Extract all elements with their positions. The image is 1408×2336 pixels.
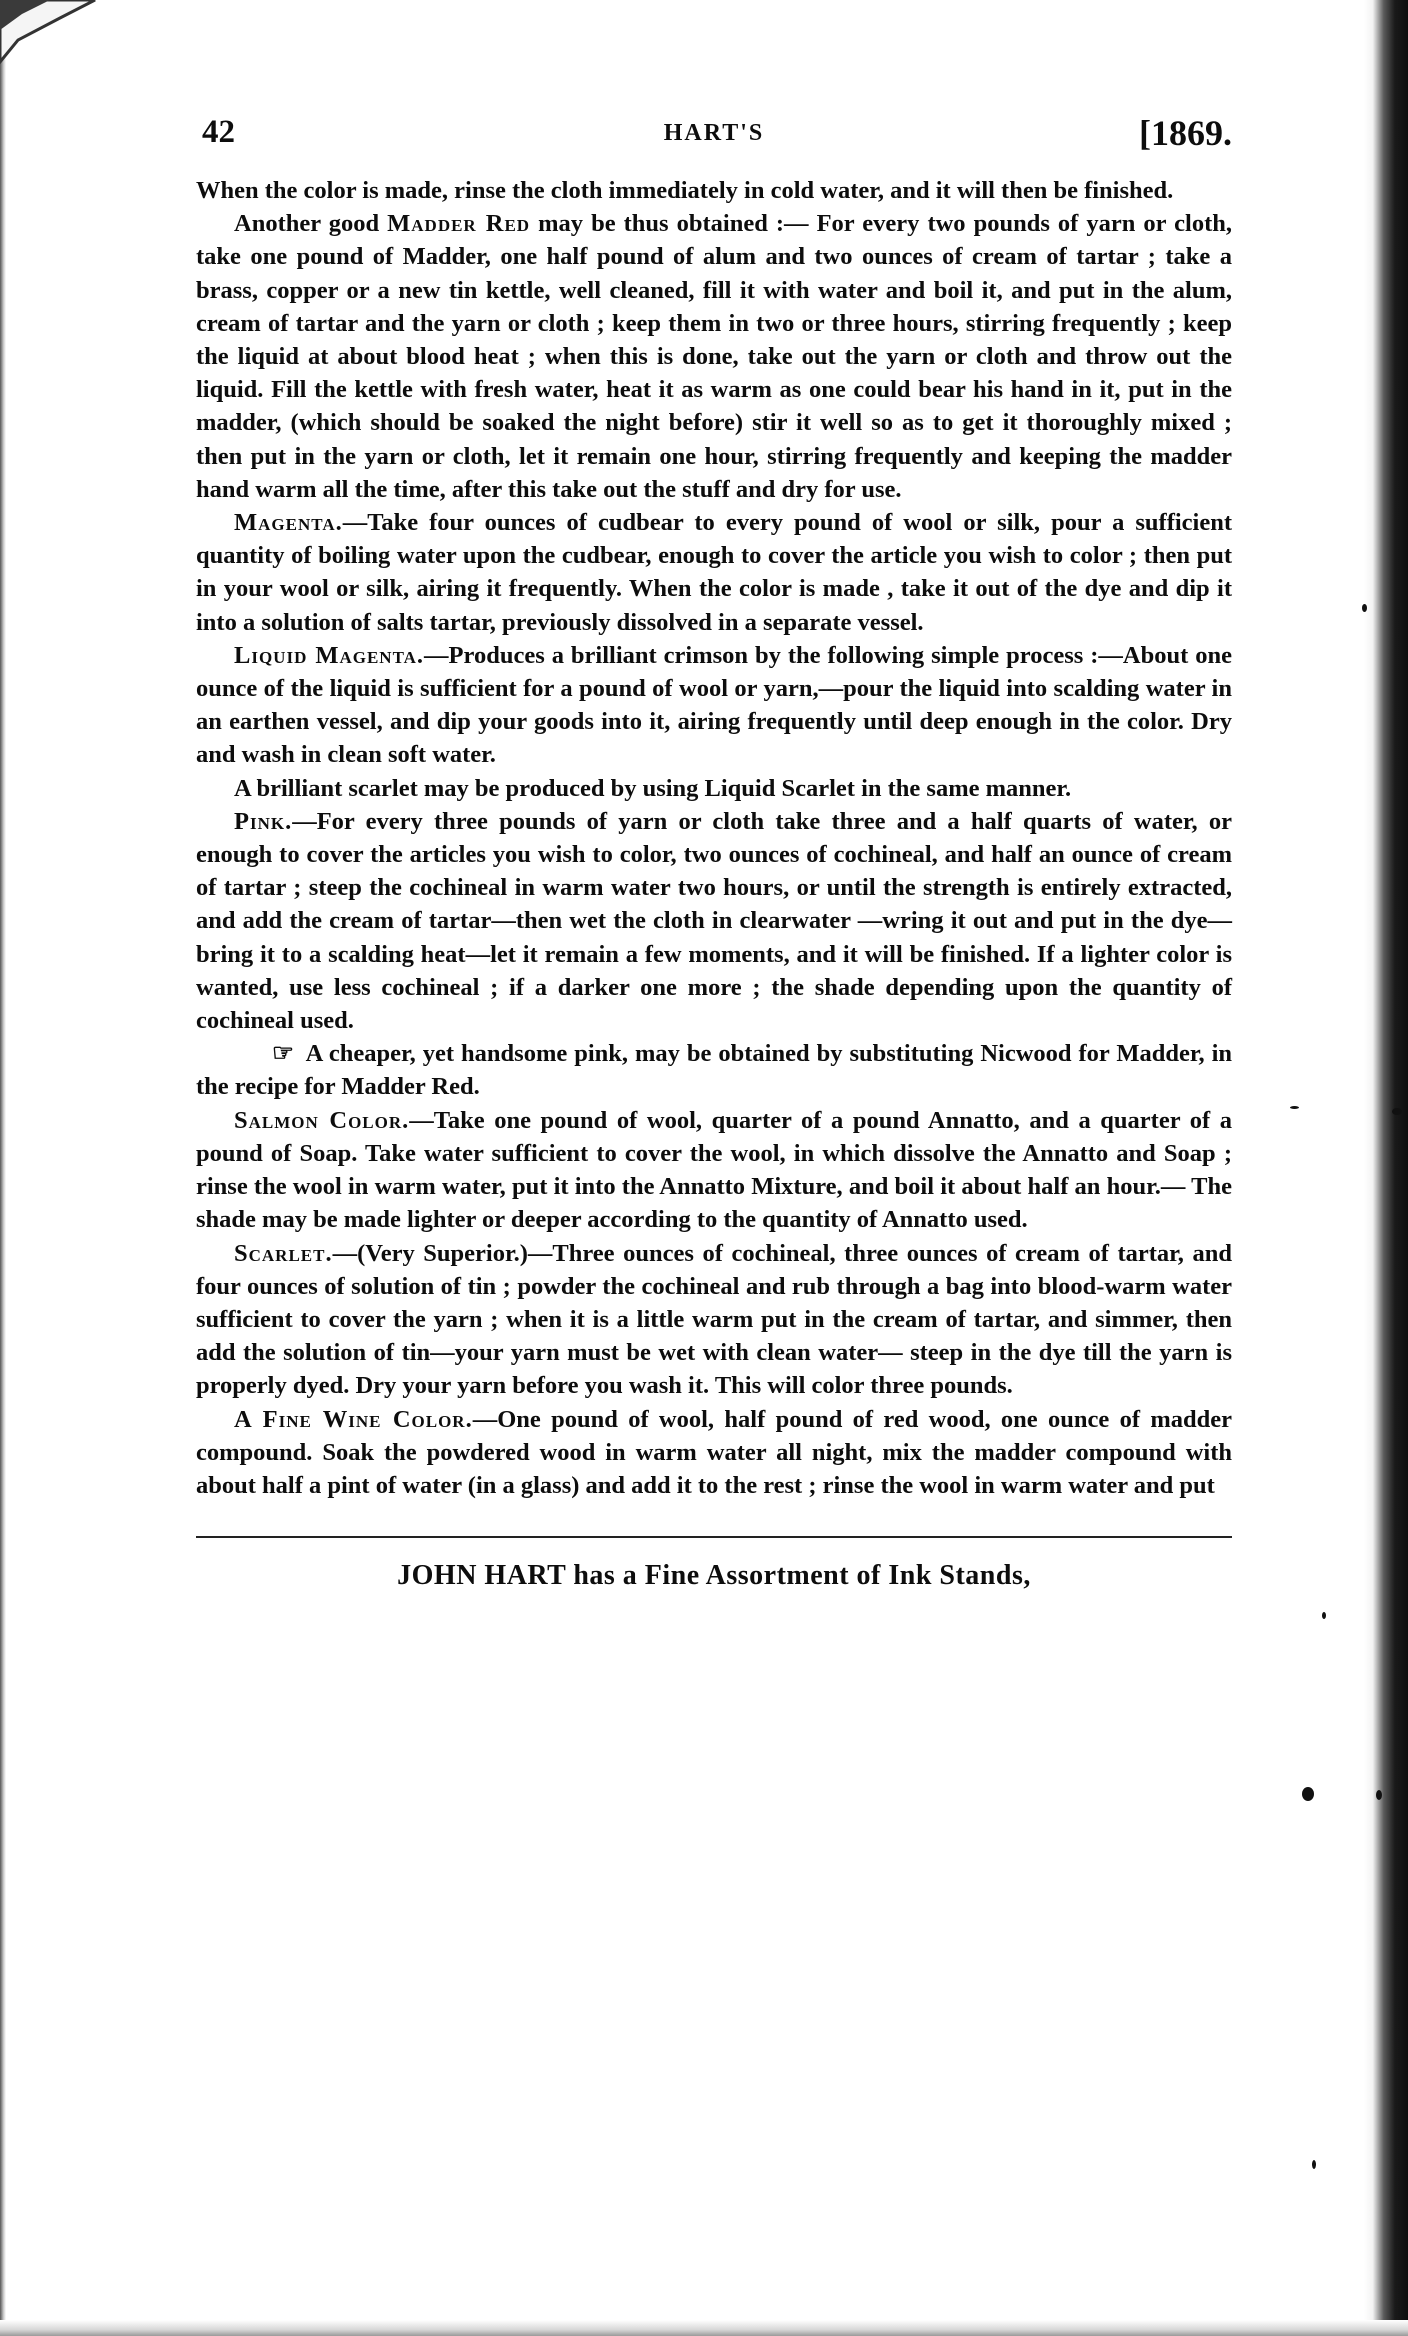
ink-speck bbox=[1322, 1612, 1326, 1619]
page-number: 42 bbox=[202, 114, 235, 150]
running-title: HART'S bbox=[663, 120, 765, 146]
folded-corner-mark bbox=[0, 0, 120, 70]
paragraph-text: —One pound of wool, half pound of red wood, one ounce of madder compound. Soak the powdered wood in warm water all night, mix the madder compound with about half a pint of water (in a glass) and add it to the rest ; rinse the wool in warm water and put bbox=[196, 1405, 1232, 1499]
paragraph-wine-color bbox=[196, 1403, 1232, 1503]
recipe-heading: Madder Red bbox=[387, 210, 531, 238]
ink-speck bbox=[1302, 1787, 1314, 1801]
paragraph-text: —Take four ounces of cudbear to every pound of wool or silk, pour a sufficient quantity of boiling water upon the cudbear, enough to cover the article you wish to color ; then put in your wool or silk, airing it frequently. When the color is made , take it out of the dye and dip it into a solution of salts tartar, previously dissolved in a separate vessel. bbox=[196, 509, 1232, 636]
ink-speck bbox=[1312, 2160, 1316, 2169]
ink-speck bbox=[1376, 1790, 1382, 1800]
recipe-heading: Magenta. bbox=[234, 509, 343, 537]
paragraph-cheaper-pink bbox=[196, 1037, 1232, 1103]
paragraph-pink bbox=[196, 805, 1232, 1037]
recipe-heading: Liquid Magenta. bbox=[234, 641, 425, 669]
scan-bottom-edge bbox=[0, 2320, 1408, 2336]
ink-speck bbox=[1362, 604, 1367, 612]
header-year: [1869. bbox=[1139, 113, 1232, 153]
footer-advertisement: JOHN HART has a Fine Assortment of Ink Stands, bbox=[397, 1560, 1031, 1592]
paragraph-text: —For every three pounds of yarn or cloth take three and a half quarts of water, or enough to cover the articles you wish to color, two ounces of cochineal, and half an ounce of cream of tartar ; steep the cochineal in warm water two hours, or until the strength is entirely extracted, and add the cream of tartar—then wet the cloth in clearwater —wring it out and put in the dye—bring it to a scalding heat—let it remain a few moments, and it will be finished. If a lighter color is wanted, use less cochineal ; if a darker one more ; the shade depending upon the quantity of cochineal used. bbox=[196, 807, 1232, 1035]
paragraph-text: A brilliant scarlet may be produced by using Liquid Scarlet in the same manner. bbox=[234, 774, 1072, 802]
paragraph-text: —(Very Superior.)—Three ounces of cochineal, three ounces of cream of tartar, and four ounces of solution of tin ; powder the cochineal and rub through a bag into blood-warm water sufficient to cover the yarn ; when it is a little warm put in the cream of tartar, and simmer, then add the solution of tin—your yarn must be wet with clean water— steep in the dye till the yarn is properly dyed. Dry your yarn before you wash it. This will color three pounds. bbox=[196, 1239, 1232, 1400]
recipe-heading: A Fine Wine Color. bbox=[234, 1405, 473, 1433]
scan-left-edge bbox=[0, 40, 6, 2336]
paragraph-text: —Take one pound of wool, quarter of a pound Annatto, and a quarter of a pound of Soap. Take water sufficient to cover the wool, in which dissolve the Annatto and Soap ; rinse the wool in warm water, put it into the Annatto Mixture, and boil it about half an hour.— The shade may be made lighter or deeper according to the quantity of Annatto used. bbox=[196, 1106, 1232, 1234]
book-page bbox=[196, 110, 1232, 1592]
recipe-text bbox=[196, 174, 1232, 1502]
paragraph-scarlet-note bbox=[196, 772, 1232, 805]
paragraph-salmon-color bbox=[196, 1104, 1232, 1237]
recipe-heading: Salmon Color. bbox=[234, 1106, 410, 1134]
paragraph-text: When the color is made, rinse the cloth immediately in cold water, and it will then be finished. bbox=[196, 177, 1174, 204]
recipe-heading: Scarlet. bbox=[234, 1239, 333, 1267]
paragraph-lead: Another good bbox=[234, 210, 388, 238]
paragraph-madder-red bbox=[196, 207, 1232, 506]
paragraph-text: —Produces a brilliant crimson by the following simple process :—About one ounce of the liquid is sufficient for a pound of wool or yarn,—pour the liquid into scalding water in an earthen vessel, and dip your goods into it, airing frequently until deep enough in the color. Dry and wash in clean soft water. bbox=[196, 641, 1232, 769]
ink-speck bbox=[1392, 1108, 1402, 1115]
paragraph-liquid-magenta bbox=[196, 639, 1232, 772]
paragraph-text: A cheaper, yet handsome pink, may be obtained by substituting Nicwood for Madder, in the recipe for Madder Red. bbox=[196, 1040, 1232, 1101]
footer-divider bbox=[196, 1536, 1232, 1538]
paragraph-scarlet bbox=[196, 1237, 1232, 1403]
recipe-heading: Pink. bbox=[234, 807, 293, 835]
running-header bbox=[196, 110, 1232, 166]
paragraph-magenta bbox=[196, 506, 1232, 639]
ink-speck bbox=[1290, 1106, 1299, 1109]
paragraph-madder-continued bbox=[196, 174, 1232, 207]
scan-right-edge bbox=[1364, 0, 1408, 2336]
pointing-hand-icon: ☞ bbox=[272, 1040, 294, 1068]
paragraph-text: may be thus obtained :— For every two pounds of yarn or cloth, take one pound of Madder, one half pound of alum and two ounces of cream of tartar ; take a brass, copper or a new tin kettle, well cleaned, fill it with water and boil it, and put in the alum, cream of tartar and the yarn or cloth ; keep them in two or three hours, stirring frequently ; keep the liquid at about blood heat ; when this is done, take out the yarn or cloth and throw out the liquid. Fill the kettle with fresh water, heat it as warm as one could bear his hand in it, put in the madder, (which should be soaked the night before) stir it well so as to get it thoroughly mixed ; then put in the yarn or cloth, let it remain one hour, stirring frequently and keeping the madder hand warm all the time, after this take out the stuff and dry for use. bbox=[196, 210, 1232, 503]
